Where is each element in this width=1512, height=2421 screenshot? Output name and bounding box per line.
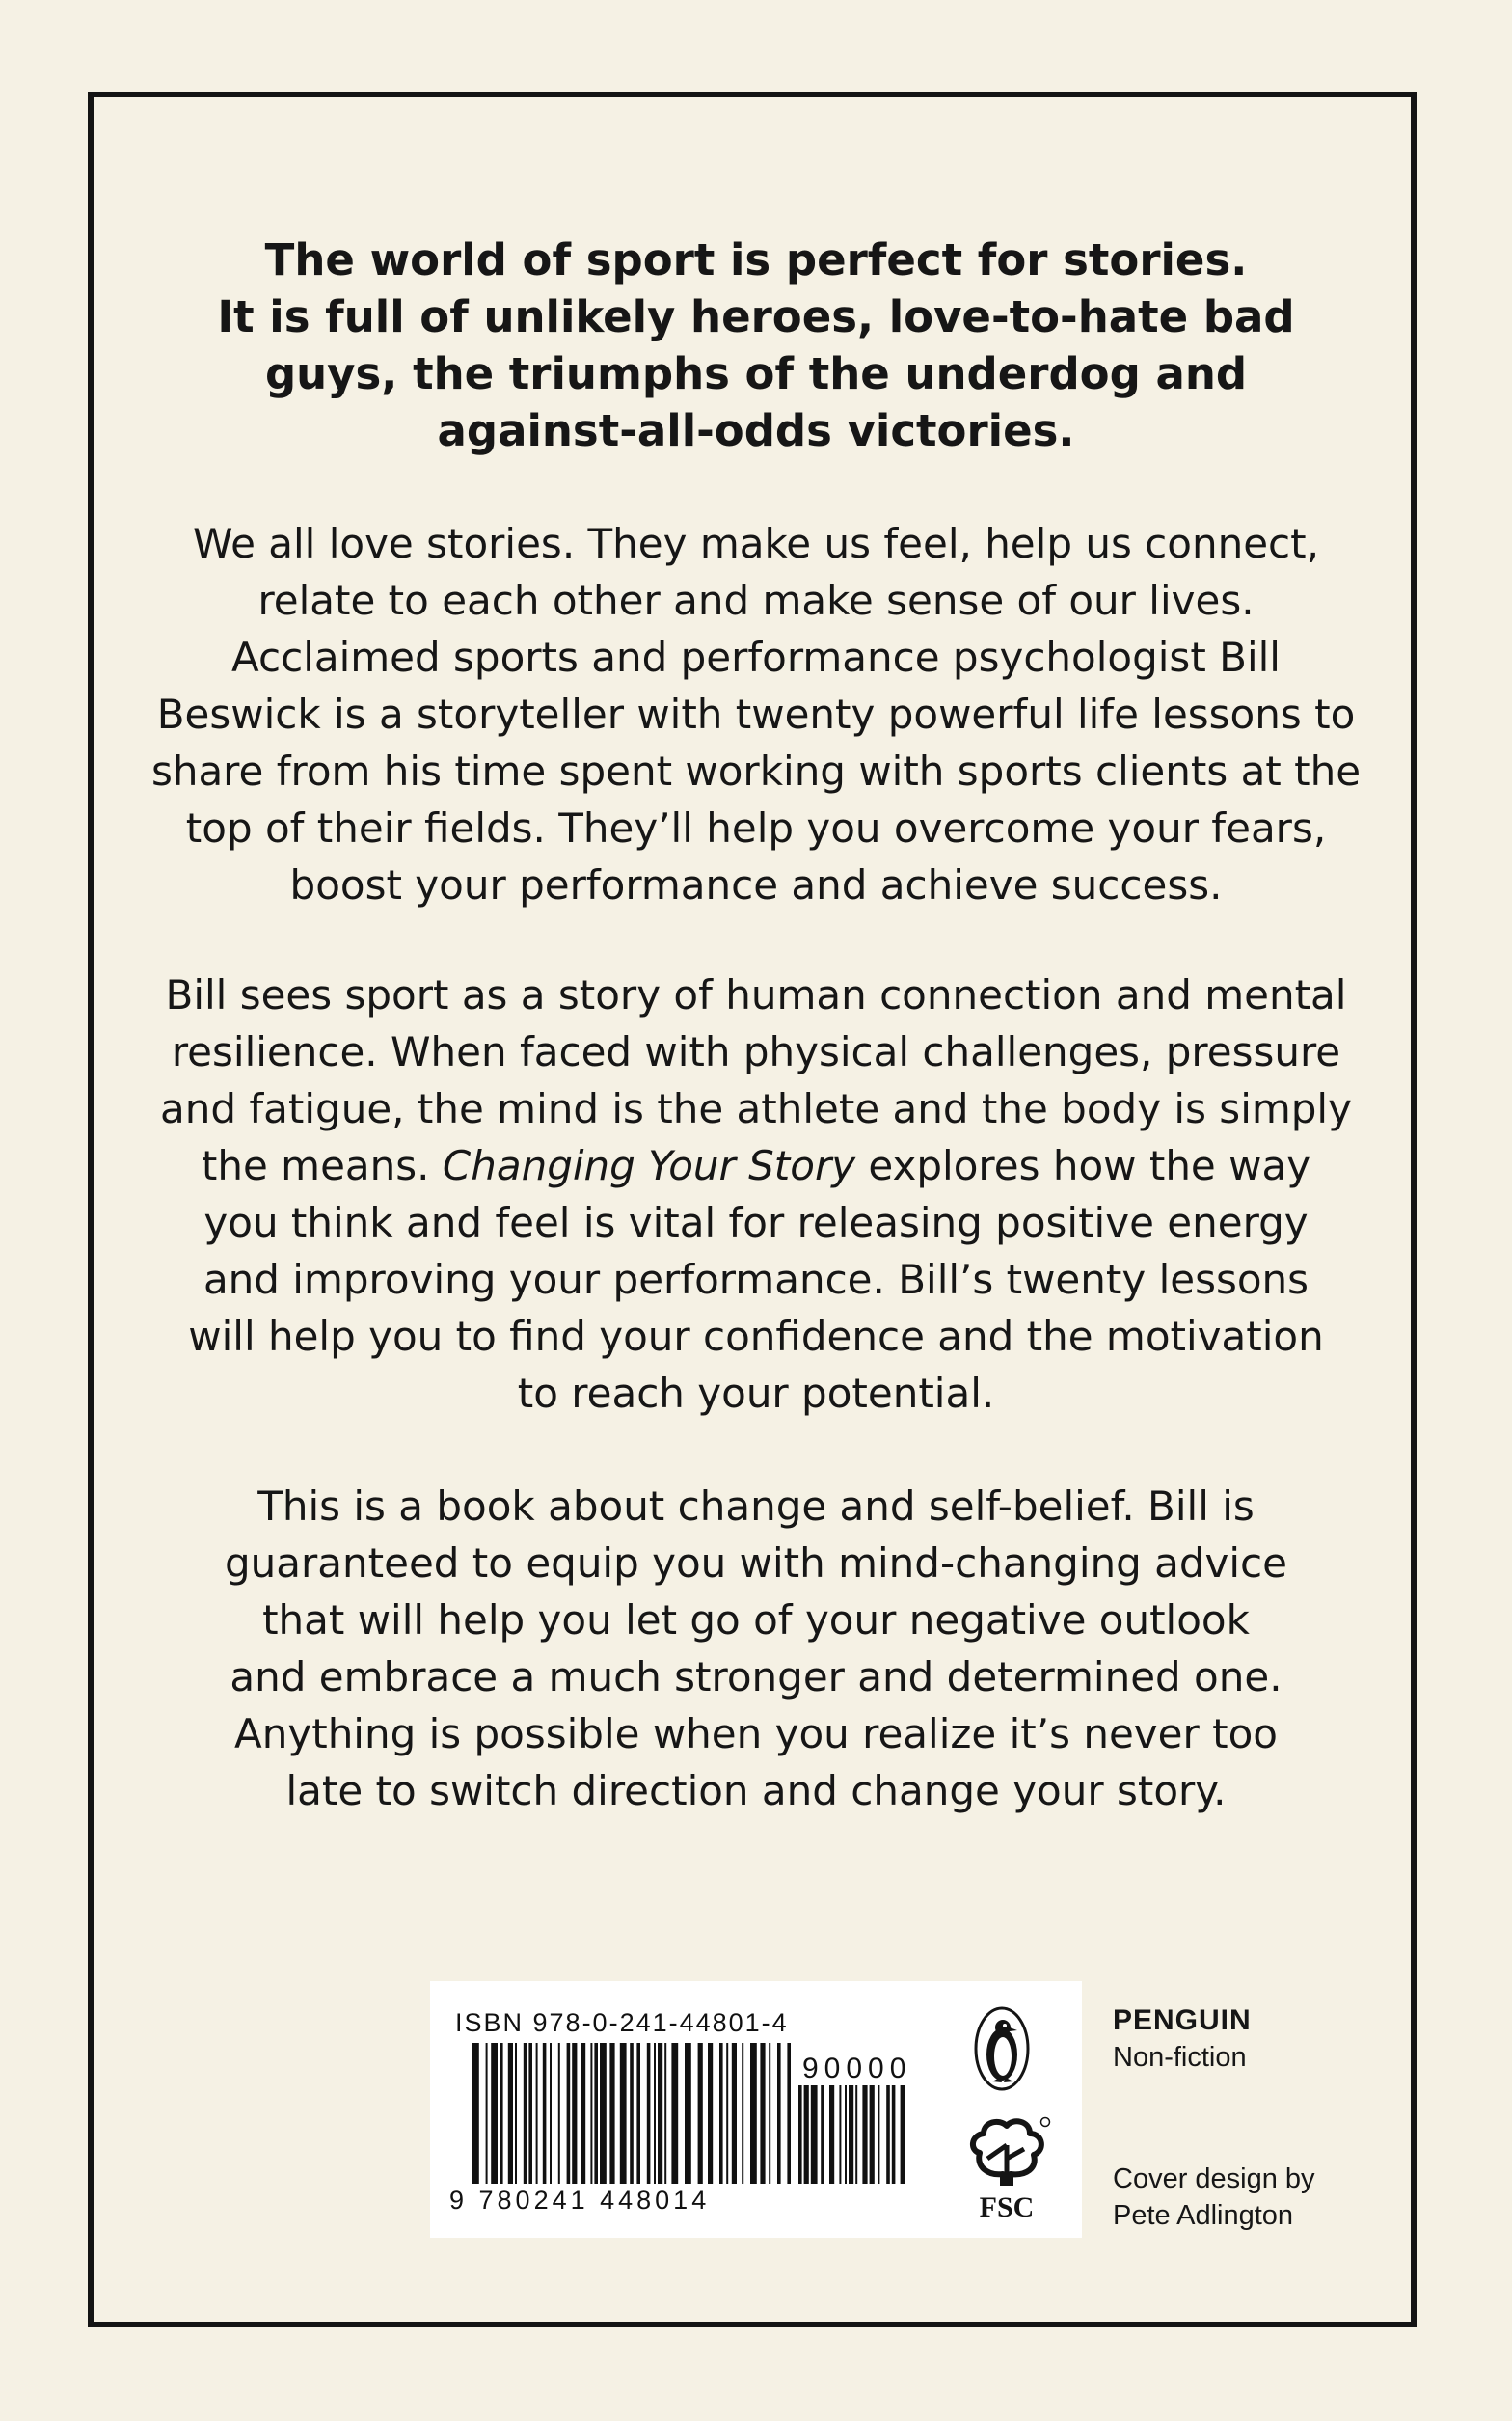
cover-credit <box>1113 2161 1315 2234</box>
text-line: and fatigue, the mind is the athlete and the body is simply <box>160 1085 1352 1132</box>
text-line: top of their fields. They’ll help you overcome your fears, <box>185 804 1327 852</box>
barcode-bar <box>821 2085 824 2184</box>
text-line: We all love stories. They make us feel, help us connect, <box>193 520 1319 567</box>
text-line: Anything is possible when you realize it’s never too <box>234 1710 1278 1757</box>
barcode-bar <box>886 2085 890 2184</box>
barcode-bar <box>671 2043 678 2184</box>
barcode-bar <box>630 2043 634 2184</box>
headline-line: guys, the triumphs of the underdog and <box>264 348 1248 399</box>
barcode-bar <box>849 2085 853 2184</box>
barcode-bar <box>567 2043 571 2184</box>
blurb-paragraph-2 <box>145 966 1367 1422</box>
barcode-bar <box>862 2085 867 2184</box>
headline <box>145 231 1367 459</box>
barcode-bar <box>811 2085 818 2184</box>
barcode-bar <box>654 2043 656 2184</box>
barcode-bar <box>845 2085 847 2184</box>
fsc-logo-icon <box>958 2116 1055 2224</box>
barcode-bar <box>580 2043 585 2184</box>
headline-line: It is full of unlikely heroes, love-to-hate bad <box>217 291 1295 342</box>
blurb-paragraph-1 <box>145 515 1367 913</box>
barcode-bar <box>760 2043 765 2184</box>
barcode-bar <box>901 2085 905 2184</box>
text-line: and improving your performance. Bill’s twenty lessons <box>202 1256 1310 1303</box>
text-line: guaranteed to equip you with mind-changing advice <box>225 1539 1287 1587</box>
credit-line: Pete Adlington <box>1113 2200 1294 2231</box>
barcode-bar <box>486 2043 488 2184</box>
barcode-bar <box>664 2043 666 2184</box>
barcode-bar <box>685 2043 691 2184</box>
barcode-bar <box>750 2043 757 2184</box>
text-line: resilience. When faced with physical challenges, pressure <box>171 1028 1341 1075</box>
text-line: you think and feel is vital for releasing positive energy <box>203 1199 1309 1246</box>
barcode-digits: 9 780241 448014 <box>449 2186 711 2215</box>
text-line: Acclaimed sports and performance psychologist Bill <box>231 634 1281 681</box>
barcode-bar <box>528 2043 532 2184</box>
barcode-bar <box>594 2043 598 2184</box>
text-line: and embrace a much stronger and determined one. <box>230 1653 1282 1700</box>
publisher-brand: PENGUIN <box>1113 2004 1252 2036</box>
barcode-bar <box>524 2043 527 2184</box>
text-line: to reach your potential. <box>517 1370 995 1417</box>
text-line: Bill sees sport as a story of human connection and mental <box>165 971 1347 1019</box>
barcode-bar <box>590 2043 592 2184</box>
headline-line: against-all-odds victories. <box>437 405 1075 456</box>
text-line: Beswick is a storyteller with twenty powerful life lessons to <box>156 691 1356 738</box>
book-category: Non-fiction <box>1113 2042 1247 2073</box>
barcode-bar <box>500 2043 503 2184</box>
fsc-label: FSC <box>979 2191 1035 2223</box>
barcode-bar <box>550 2043 552 2184</box>
price-code: 90000 <box>802 2053 912 2084</box>
barcode-bar <box>787 2043 791 2184</box>
price-barcode <box>798 2085 906 2184</box>
barcode-bar <box>708 2043 713 2184</box>
barcode-bar <box>536 2043 538 2184</box>
barcode-bar <box>572 2043 577 2184</box>
barcode-bar <box>804 2085 809 2184</box>
barcode-bar <box>543 2043 547 2184</box>
barcode-bar <box>600 2043 607 2184</box>
barcode-bar <box>742 2043 743 2184</box>
barcode-bar <box>698 2043 703 2184</box>
credit-line: Cover design by <box>1113 2163 1315 2194</box>
barcode-bar <box>732 2043 737 2184</box>
barcode-bar <box>472 2043 479 2184</box>
barcode-bar <box>609 2043 614 2184</box>
text-line: This is a book about change and self-belief. Bill is <box>257 1483 1255 1530</box>
penguin-logo-icon <box>974 2006 1030 2091</box>
barcode-bar <box>647 2043 651 2184</box>
text-fragment: explores how the way <box>855 1142 1311 1189</box>
text-line: boost your performance and achieve success. <box>289 861 1223 909</box>
text-line: share from his time spent working with sports clients at the <box>150 748 1362 795</box>
barcode-bar <box>878 2085 879 2184</box>
text-line: late to switch direction and change your story. <box>285 1767 1227 1814</box>
barcode-bar <box>769 2043 770 2184</box>
barcode-bar <box>829 2085 834 2184</box>
barcode-bar <box>620 2043 627 2184</box>
barcode-bar <box>855 2085 857 2184</box>
text-fragment: the means. <box>201 1142 443 1189</box>
blurb-paragraph-3 <box>145 1478 1367 1819</box>
isbn-barcode <box>472 2043 791 2184</box>
barcode-bar <box>726 2043 728 2184</box>
text-line: that will help you let go of your negative outlook <box>262 1596 1250 1644</box>
barcode-bar <box>508 2043 513 2184</box>
barcode-bar <box>491 2043 498 2184</box>
barcode-bar <box>558 2043 560 2184</box>
barcode-bar <box>892 2085 896 2184</box>
text-line: will help you to find your confidence and the motivation <box>188 1313 1324 1360</box>
barcode-bar <box>777 2043 781 2184</box>
book-title: Changing Your Story <box>442 1142 856 1189</box>
publisher-imprint <box>1113 2002 1252 2076</box>
barcode-bar <box>636 2043 640 2184</box>
barcode-bar <box>658 2043 662 2184</box>
barcode-bar <box>515 2043 517 2184</box>
headline-line: The world of sport is perfect for stories. <box>264 234 1248 286</box>
text-line-with-title <box>145 1137 1367 1194</box>
barcode-bar <box>870 2085 875 2184</box>
barcode-bar <box>839 2085 841 2184</box>
text-line: relate to each other and make sense of our lives. <box>257 577 1255 624</box>
barcode-bar <box>719 2043 723 2184</box>
isbn-label: ISBN 978-0-241-44801-4 <box>455 2008 789 2037</box>
barcode-bar <box>798 2085 802 2184</box>
